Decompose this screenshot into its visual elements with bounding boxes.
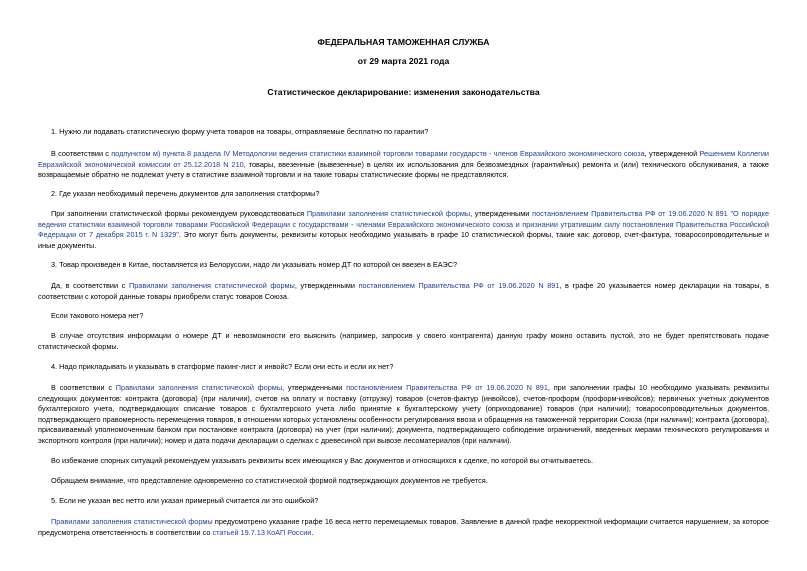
link-government-decree[interactable]: постановлением Правительства РФ от 19.06.2020 N 891 "О порядке ведения статистики взаимной торговли товарами Российской Федерации с государствами - членами Евразийского экономического союза и признании утратившим силу постановления Правительства Российской Федерации от 7 декабря 2015 г. N 1329": [38, 209, 769, 240]
answer-1-text-1: В соответствии с: [51, 149, 112, 158]
question-5: 5. Если не указан вес нетто или указан примерный считается ли это ошибкой?: [51, 496, 319, 505]
answer-5-text-2: .: [311, 527, 314, 537]
question-3-followup: Если такового номера нет?: [51, 311, 144, 320]
link-koap-article[interactable]: статьей 19.7.13 КоАП России: [212, 527, 312, 537]
answer-1: [38, 149, 769, 181]
answer-5-text-1: предусмотрено указание графе 16 веса нетто перемещаемых товаров. Заявление в данной графе некорректной информации считается нарушением, за которое предусмотрена ответственность в соответствии со: [38, 517, 769, 537]
answer-3: [38, 281, 769, 302]
answer-4: [38, 383, 769, 447]
link-filling-rules[interactable]: Правилами заполнения статистической формы: [51, 517, 213, 526]
answer-4-note: Обращаем внимание, что представление одновременно со статистической формой подтверждающих документов не требуется.: [51, 476, 488, 485]
answer-2-text-2: , утвержденными: [470, 209, 533, 218]
answer-1-text-3: , товары, ввезенные (вывезенные) в целях их использования для безвозмездных (гарантийных) ремонта и (или) технического обслуживания, а также возвращаемые обратно не подлежат учету в статистике взаимной торговли и на такие товары статистические формы не представляются.: [38, 159, 769, 180]
agency-heading: ФЕДЕРАЛЬНАЯ ТАМОЖЕННАЯ СЛУЖБА: [317, 37, 490, 47]
answer-3-text-2: , утвержденными: [294, 281, 359, 290]
answer-4-text-3: , при заполнении графы 10 необходимо указывать реквизиты следующих документов: контракта (договора) (при наличии), счетов на оплату и поставку (отгрузку) товаров (счетов-фактур (инвойсов), счетов-проформ (проформ-инвойсов); первичных учетных документов бухгалтерского учета, подтверждающих списание товаров с бухгалтерского учета либо принятие к бухгалтерскому учету (оприходование) товаров (при наличии); товаросопроводительных документов, подтверждающего правомерность перемещения товаров, в отношении которых установлены особенности регулирования ввоза и обращения на таможенной территории Союза (при наличии); контракта (договора), присваиваемый уполномоченным банком при постановке контракта (договора) на учет (при наличии); документа, подтверждающего соблюдение ограничений, введенных мерами технического регулирования и экспортного контроля (при наличии); номер и дата подачи декларации о сделках с древесиной при вывозе лесоматериалов (при наличии).: [38, 383, 770, 445]
link-eec-decision[interactable]: Решением Коллегии Евразийской экономической комиссии от 25.12.2018 N 210: [38, 149, 769, 169]
answer-5: [38, 517, 769, 538]
question-1: 1. Нужно ли подавать статистическую форму учета товаров на товары, отправляемые бесплатно по гарантии?: [51, 127, 429, 136]
answer-2-text-3: . Это могут быть документы, реквизиты которых необходимо указывать в графе 10 статистической формы, такие как: договор, счет-фактура, товаросопроводительные и иные документы.: [38, 230, 769, 250]
link-filling-rules[interactable]: Правилами заполнения статистической формы: [306, 209, 471, 218]
answer-4-text-2: , утвержденными: [282, 383, 347, 392]
question-4: 4. Надо прикладывать и указывать в статформе пакинг-лист и инвойс? Если они есть и если их нет?: [51, 362, 394, 371]
document-title: Статистическое декларирование: изменения законодательства: [267, 87, 540, 97]
question-3: 3. Товар произведен в Китае, поставляется из Белоруссии, надо ли указывать номер ДТ по которой он ввезен в ЕАЭС?: [51, 260, 458, 269]
document-date: от 29 марта 2021 года: [357, 56, 450, 66]
question-2: 2. Где указан необходимый перечень документов для заполнения статформы?: [51, 189, 320, 198]
link-government-decree[interactable]: постановлением Правительства РФ от 19.06.2020 N 891: [358, 281, 560, 290]
answer-2-text-1: При заполнении статистической формы рекомендуем руководствоваться: [51, 209, 307, 218]
answer-2: [38, 209, 769, 251]
answer-4-recommendation: Во избежание спорных ситуаций рекомендуем указывать реквизиты всех имеющихся у Вас документов и относящихся к сделке, по которой вы отчитываетесь.: [51, 456, 594, 465]
answer-3-text-1: Да, в соответствии с: [51, 281, 129, 290]
link-filling-rules[interactable]: Правилами заполнения статистической формы: [115, 383, 283, 392]
link-methodology-subclause[interactable]: подпунктом м) пункта 8 раздела IV Методологии ведения статистики взаимной торговли товарами государств - членов Евразийского экономического союза: [111, 149, 645, 158]
answer-3-followup: В случае отсутствия информации о номере ДТ и невозможности его выяснить (например, запросив у своего контрагента) данную графу можно оставить пустой, это не будет препятствовать подаче статистической формы.: [38, 331, 769, 351]
link-filling-rules[interactable]: Правилами заполнения статистической формы: [128, 281, 295, 290]
answer-1-text-2: , утвержденной: [644, 149, 700, 158]
answer-3-text-3: , в графе 20 указывается номер декларации на товары, в соответствии с которой данные товары приобрели статус товаров Союза.: [38, 281, 769, 301]
answer-4-text-1: В соответствии с: [51, 383, 116, 392]
link-government-decree[interactable]: постановлением Правительства РФ от 19.06.2020 N 891: [346, 383, 548, 392]
